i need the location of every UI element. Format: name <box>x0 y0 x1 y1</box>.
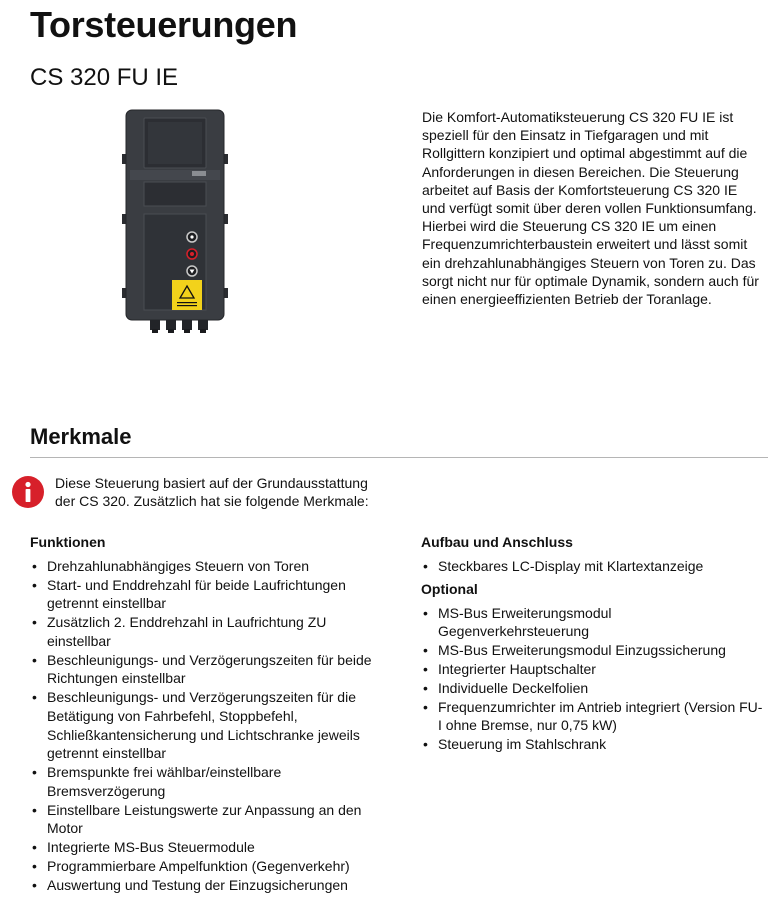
list-item: • MS-Bus Erweiterungsmodul Gegenverkehrsteuerung <box>421 604 766 641</box>
list-item: • Frequenzumrichter im Antrieb integriert (Version FU-I ohne Bremse, nur 0,75 kW) <box>421 698 766 735</box>
list-item: • Steckbares LC-Display mit Klartextanzeige <box>421 557 766 576</box>
functions-heading: Funktionen <box>30 534 106 550</box>
page-title: Torsteuerungen <box>30 4 298 45</box>
product-title: CS 320 FU IE <box>30 64 179 91</box>
list-item: • Zusätzlich 2. Enddrehzahl in Laufrichtung ZU einstellbar <box>30 613 390 650</box>
functions-column <box>30 533 390 895</box>
list-item: • Start- und Enddrehzahl für beide Laufrichtungen getrennt einstellbar <box>30 576 390 613</box>
features-section-title: Merkmale <box>30 424 132 449</box>
optional-heading: Optional <box>421 580 478 597</box>
functions-list <box>30 557 390 894</box>
product-image <box>122 108 234 340</box>
list-item: • Beschleunigungs- und Verzögerungszeiten für die Betätigung von Fahrbefehl, Stoppbefehl, Schließkantensicherung und Lichtschranke jeweils getrennt einstellbar <box>30 688 390 762</box>
construction-heading: Aufbau und Anschluss <box>421 534 573 550</box>
list-item: • Bremspunkte frei wählbar/einstellbare Bremsverzögerung <box>30 763 390 800</box>
list-item: • Drehzahlunabhängiges Steuern von Toren <box>30 557 390 576</box>
construction-list <box>421 557 766 576</box>
construction-column <box>421 533 766 754</box>
list-item: • Integrierte MS-Bus Steuermodule <box>30 838 390 857</box>
list-item: • Integrierter Hauptschalter <box>421 660 766 679</box>
list-item: • Auswertung und Testung der Einzugsicherungen <box>30 876 390 895</box>
list-item: • Steuerung im Stahlschrank <box>421 735 766 754</box>
list-item: • Programmierbare Ampelfunktion (Gegenverkehr) <box>30 857 390 876</box>
list-item: • Individuelle Deckelfolien <box>421 679 766 698</box>
info-icon <box>10 474 46 510</box>
product-description: Die Komfort-Automatiksteuerung CS 320 FU IE ist speziell für den Einsatz in Tiefgaragen und mit Rollgittern konzipiert und optimal abgestimmt auf die Anforderungen in diesen Bereichen. Die Steuerung arbeitet auf Basis der Komfortsteuerung CS 320 IE und verfügt somit über deren vollen Funktionsumfang. Hierbei wird die Steuerung CS 320 IE um einen Frequenzumrichterbaustein erweitert und lässt somit ein drehzahlunabhängiges Steuern von Toren zu. Das sorgt nicht nur für optimale Dynamik, sondern auch für einen energieeffizienten Betrieb der Toranlage. <box>422 109 759 308</box>
optional-list <box>421 604 766 754</box>
notice-text: Diese Steuerung basiert auf der Grundausstattung der CS 320. Zusätzlich hat sie folgende Merkmale: <box>55 475 369 509</box>
list-item: • Einstellbare Leistungswerte zur Anpassung an den Motor <box>30 801 390 838</box>
list-item: • Beschleunigungs- und Verzögerungszeiten für beide Richtungen einstellbar <box>30 651 390 688</box>
list-item: • MS-Bus Erweiterungsmodul Einzugssicherung <box>421 641 766 660</box>
section-divider <box>30 457 768 458</box>
